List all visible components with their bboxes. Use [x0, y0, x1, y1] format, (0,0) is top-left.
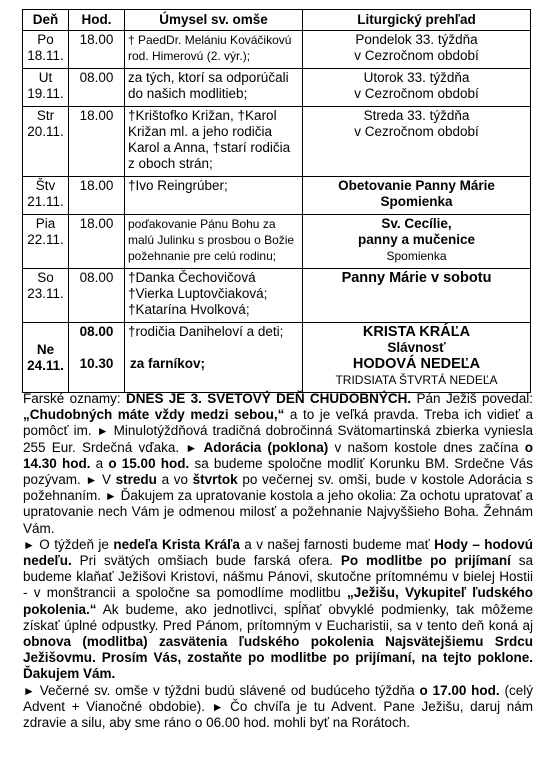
day-cell: [23, 107, 69, 177]
time-second: 10.30: [79, 356, 114, 371]
liturgy-cell: [303, 323, 531, 393]
day-name: Štv: [35, 178, 56, 193]
announcement-text: Čo chvíľa je tu Advent. Pane Ježišu, daruj nám zdravie a silu, aby sme ráno o 06.00 hod. mohli byť na Rorátoch.: [23, 698, 534, 731]
announcement-text: sa budeme spoločne modliť Korunku BM. Srdečne Vás pozývam.: [23, 455, 533, 488]
announcement-text: Ďakujem za upratovanie kostola a jeho okolia: Za ochotu upratovať a upratovanie nech Vám je odmenou milosť a požehnanie Najvyššieho Boha. Žehnám Vám.: [23, 488, 533, 536]
intention-line: †Vierka Luptovčiaková;: [128, 286, 268, 301]
liturgy-cell: [303, 215, 531, 269]
liturgy-line: Streda 33. týždňa: [363, 108, 470, 123]
intention-cell: [125, 269, 303, 323]
intention-line: †Danka Čechovičová: [128, 270, 256, 285]
arrow-bullet-icon: ►: [23, 683, 35, 698]
day-date: 20.11.: [27, 124, 64, 139]
announcement-paragraph: [23, 537, 533, 683]
announcement-emphasis: štvrtok: [192, 472, 238, 488]
liturgy-cell: [303, 107, 531, 177]
announcement-text: sa budeme klaňať Ježišovi Kristovi, nášmu Pánovi, skutočne prítomnému v bielej Hostii - v monštrancii a spoločne sa pomodlíme modlitbu: [23, 553, 533, 601]
header-intention: Úmysel sv. omše: [125, 10, 303, 31]
header-liturgy: Liturgický prehľad: [303, 10, 531, 31]
liturgy-cell: [303, 177, 531, 215]
time-first: 08.00: [79, 324, 114, 339]
announcement-text: Ak budeme, ako jednotlivci, spĺňať obvyklé podmienky, tak môžeme získať úplné odpustky. Pred Pánom, prítomným v Eucharistii, sa v tento deň koná aj: [23, 601, 533, 633]
announcement-text: Farské oznamy:: [23, 391, 126, 406]
announcement-text: Pán Ježiš povedal:: [411, 391, 534, 406]
announcement-paragraph: [23, 391, 533, 537]
announcement-text: O týždeň je: [34, 536, 114, 552]
day-cell: [23, 215, 69, 269]
time-cell: 18.00: [69, 177, 125, 215]
announcement-emphasis: DNES JE 3. SVETOVÝ DEŇ CHUDOBNÝCH.: [125, 391, 412, 406]
announcement-text: a to je veľká pravda. Treba ich vidieť a pomôcť im.: [23, 407, 533, 439]
liturgy-line: Pondelok 33. týždňa: [355, 32, 478, 47]
day-name: Str: [36, 108, 55, 123]
announcement-emphasis: nedeľa Krista Kráľa: [113, 536, 240, 552]
time-cell: [69, 323, 125, 393]
announcement-emphasis: Hody – hodovú nedeľu.: [23, 536, 533, 569]
table-row: [23, 177, 531, 215]
announcement-emphasis: o 15.00 hod.: [108, 455, 190, 471]
time-cell: 08.00: [69, 269, 125, 323]
arrow-bullet-icon: ►: [104, 489, 117, 504]
intention-cell: [125, 323, 303, 393]
day-name: Pia: [35, 216, 56, 231]
intention-line: †Katarína Hvolková;: [128, 302, 250, 317]
announcement-emphasis: Adorácia (poklona): [203, 439, 329, 455]
day-cell: [23, 323, 69, 393]
header-day: Deň: [23, 10, 69, 31]
liturgy-line: Obetovanie Panny Márie: [338, 178, 495, 193]
liturgy-line: Spomienka: [386, 249, 447, 263]
announcement-quote: „Chudobných máte vždy medzi sebou,“: [23, 407, 285, 423]
intention-cell: [125, 215, 303, 269]
liturgy-line: v Cezročnom období: [354, 86, 479, 101]
liturgy-line: Sv. Cecílie,: [381, 216, 452, 231]
time-cell: 08.00: [69, 69, 125, 107]
intention-text: † PaedDr. Melániu Kováčikovú rod. Himerovú (2. výr.);: [128, 33, 292, 63]
announcement-text: a v našej farnosti budeme mať: [239, 536, 435, 552]
arrow-bullet-icon: ►: [211, 699, 224, 714]
arrow-bullet-icon: ►: [23, 537, 35, 552]
day-date: 21.11.: [27, 194, 64, 209]
announcement-emphasis: o 14.30 hod.: [23, 439, 534, 471]
liturgy-line: v Cezročnom období: [354, 48, 479, 63]
day-name: So: [37, 270, 54, 285]
liturgy-line: panny a mučenice: [357, 232, 476, 247]
arrow-bullet-icon: ►: [185, 440, 198, 455]
day-date: 19.11.: [27, 86, 64, 101]
announcement-text: po večernej sv. omši, bude v kostole Adorácia s požehnaním.: [23, 472, 533, 504]
table-row: [23, 31, 531, 69]
day-date: 18.11.: [27, 48, 64, 63]
liturgy-cell: [303, 31, 531, 69]
arrow-bullet-icon: ►: [85, 473, 98, 488]
intention-cell: za tých, ktorí sa odporúčali do našich modlitieb;: [125, 69, 303, 107]
day-date: 24.11.: [27, 357, 64, 373]
announcement-text: a: [90, 455, 109, 471]
intention-cell: [125, 31, 303, 69]
announcement-text: Večerné sv. omše v týždni budú slávené od budúceho týždňa: [34, 682, 420, 698]
liturgy-line: Utorok 33. týždňa: [363, 70, 470, 85]
announcement-emphasis: stredu: [115, 472, 157, 488]
announcement-text: (celý Advent + Vianočné obdobie).: [23, 682, 534, 714]
day-date: 22.11.: [27, 232, 64, 247]
day-cell: [23, 269, 69, 323]
intention-line: za farníkov;: [130, 356, 206, 371]
time-cell: 18.00: [69, 215, 125, 269]
table-row: [23, 107, 531, 177]
announcement-text: Minulotýždňová tradičná dobročinná Svätomartinská zbierka vyniesla 255 Eur. Srdečná vďaka.: [23, 423, 533, 455]
liturgy-line: TRIDSIATA ŠTVRTÁ NEDEĽA: [335, 373, 498, 387]
day-date: 23.11.: [27, 286, 64, 301]
liturgy-cell: Panny Márie v sobotu: [303, 269, 531, 323]
mass-schedule-table: [22, 9, 531, 393]
day-cell: [23, 69, 69, 107]
time-cell: 18.00: [69, 31, 125, 69]
intention-cell: †Ivo Reingrúber;: [125, 177, 303, 215]
day-cell: [23, 177, 69, 215]
day-name: Ne: [36, 341, 55, 357]
announcement-paragraph: [23, 683, 533, 732]
announcement-emphasis: Po modlitbe po prijímaní: [340, 553, 511, 569]
announcement-text: a vo: [156, 472, 193, 488]
table-header-row: [23, 10, 531, 31]
day-name: Po: [37, 32, 54, 47]
announcement-text: Pri svätých omšiach bude farská ofera.: [71, 553, 341, 569]
announcement-emphasis: o 17.00 hod.: [419, 682, 500, 698]
intention-cell: †Krištofko Križan, †Karol Križan ml. a jeho rodičia Karol a Anna, †starí rodičia z oboch strán;: [125, 107, 303, 177]
liturgy-line: HODOVÁ NEDEĽA: [352, 356, 481, 372]
liturgy-line: v Cezročnom období: [354, 124, 479, 139]
announcement-text: V: [97, 472, 116, 488]
day-cell: [23, 31, 69, 69]
table-row: [23, 69, 531, 107]
announcement-quote: „Ježišu, Vykupiteľ ľudského pokolenia.“: [23, 585, 533, 617]
liturgy-cell: [303, 69, 531, 107]
arrow-bullet-icon: ►: [96, 424, 109, 439]
table-row: [23, 323, 531, 393]
intention-line: †rodičia Daniheloví a deti;: [128, 324, 284, 339]
liturgy-line: KRISTA KRÁĽA: [362, 324, 471, 340]
header-hour: Hod.: [69, 10, 125, 31]
table-row: [23, 215, 531, 269]
announcement-emphasis: obnova (modlitba) zasvätenia ľudského pokolenia Najsvätejšiemu Srdcu Ježišovmu. Prosím Vás, zostaňte po modlitbe po prijímaní, na tejto poklone. Ďakujem Vám.: [23, 634, 533, 682]
parish-announcements: [23, 391, 533, 731]
time-cell: 18.00: [69, 107, 125, 177]
table-row: [23, 269, 531, 323]
day-name: Ut: [38, 70, 53, 85]
announcement-text: v našom kostole dnes začína: [328, 439, 525, 455]
liturgy-line: Spomienka: [380, 194, 453, 209]
intention-text: poďakovanie Pánu Bohu za malú Julinku s prosbou o Božie požehnanie pre celú rodinu;: [128, 217, 295, 263]
liturgy-line: Slávnosť: [387, 340, 446, 355]
